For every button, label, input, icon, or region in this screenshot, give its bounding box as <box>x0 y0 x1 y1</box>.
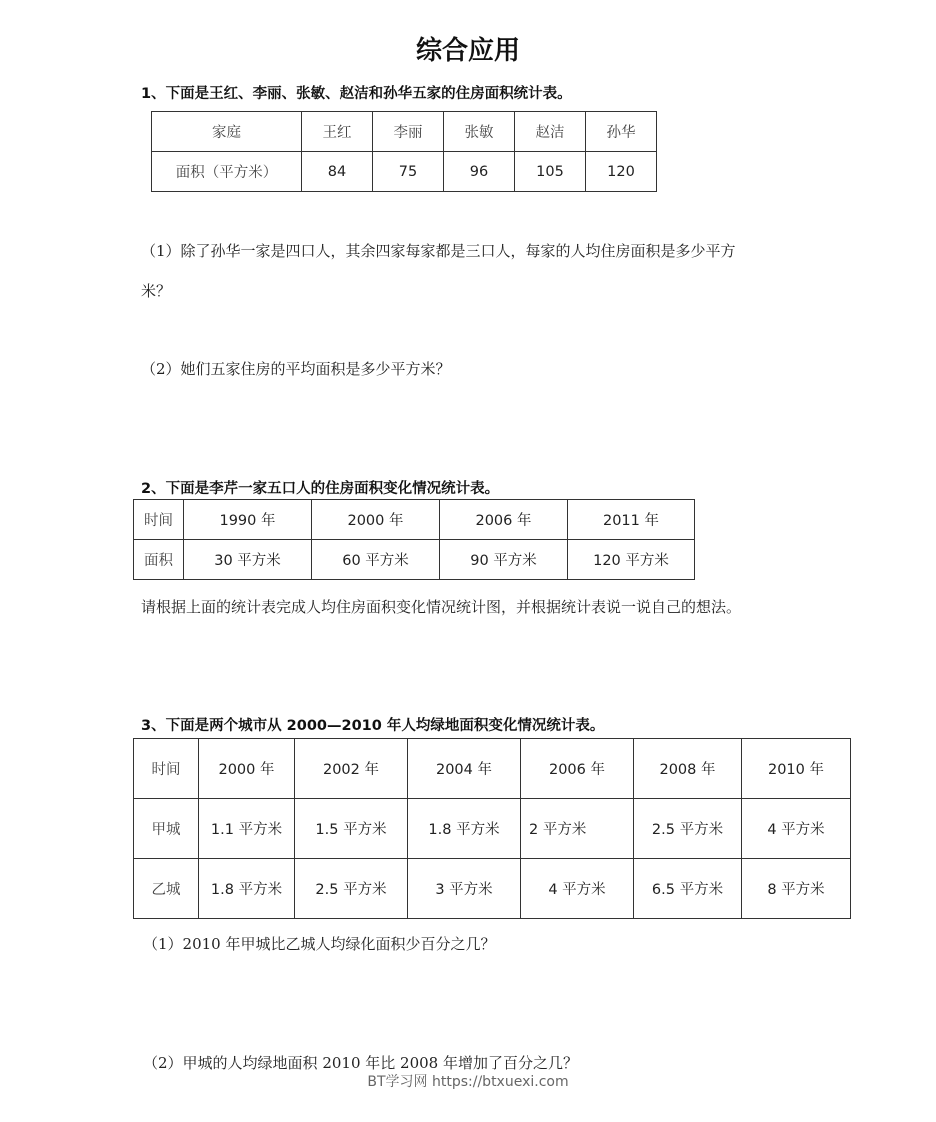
year-cell: 2004 年 <box>408 739 521 799</box>
year-cell: 2000 年 <box>312 500 440 540</box>
page-title: 综合应用 <box>415 36 520 66</box>
city-b-value: 8 平方米 <box>742 859 851 919</box>
question-3-sub-2: （2）甲城的人均绿地面积 2010 年比 2008 年增加了百分之几？ <box>143 1054 578 1072</box>
family-name: 张敏 <box>444 112 515 152</box>
question-3-sub-1: （1）2010 年甲城比乙城人均绿化面积少百分之几？ <box>143 935 496 953</box>
year-cell: 2000 年 <box>199 739 295 799</box>
table-row <box>152 152 657 192</box>
table-row-label: 甲城 <box>134 799 199 859</box>
question-1-sub-1-line-2: 米？ <box>141 282 172 300</box>
table-row-label: 时间 <box>134 500 184 540</box>
table-row-label: 时间 <box>134 739 199 799</box>
city-a-value: 2.5 平方米 <box>634 799 742 859</box>
year-cell: 2002 年 <box>295 739 408 799</box>
family-area-table <box>151 111 657 192</box>
question-1-sub-1-line-1: （1）除了孙华一家是四口人，其余四家每家都是三口人，每家的人均住房面积是多少平方 <box>141 242 736 260</box>
table-row <box>134 500 695 540</box>
city-b-value: 6.5 平方米 <box>634 859 742 919</box>
table-row <box>134 540 695 580</box>
year-cell: 2008 年 <box>634 739 742 799</box>
table-row-label: 面积 <box>134 540 184 580</box>
city-a-value: 2 平方米 <box>521 799 634 859</box>
table-row-label: 乙城 <box>134 859 199 919</box>
city-a-value: 4 平方米 <box>742 799 851 859</box>
question-1-sub-2: （2）她们五家住房的平均面积是多少平方米？ <box>141 360 451 378</box>
watermark: BT学习网 https://btxuexi.com <box>367 1074 569 1090</box>
table-row <box>152 112 657 152</box>
year-cell: 2006 年 <box>440 500 568 540</box>
area-value: 84 <box>302 152 373 192</box>
year-cell: 1990 年 <box>184 500 312 540</box>
family-name: 王红 <box>302 112 373 152</box>
area-value: 105 <box>515 152 586 192</box>
table-row-label: 面积（平方米） <box>152 152 302 192</box>
year-cell: 2010 年 <box>742 739 851 799</box>
green-area-table <box>133 738 851 919</box>
table-row <box>134 739 851 799</box>
family-name: 李丽 <box>373 112 444 152</box>
area-value: 90 平方米 <box>440 540 568 580</box>
area-value: 120 <box>586 152 657 192</box>
area-value: 96 <box>444 152 515 192</box>
year-cell: 2006 年 <box>521 739 634 799</box>
question-3-heading: 3、下面是两个城市从 2000—2010 年人均绿地面积变化情况统计表。 <box>141 718 605 734</box>
city-a-value: 1.8 平方米 <box>408 799 521 859</box>
city-a-value: 1.5 平方米 <box>295 799 408 859</box>
question-2-heading: 2、下面是李芹一家五口人的住房面积变化情况统计表。 <box>141 481 500 497</box>
city-b-value: 2.5 平方米 <box>295 859 408 919</box>
area-value: 120 平方米 <box>568 540 695 580</box>
question-1-heading: 1、下面是王红、李丽、张敏、赵洁和孙华五家的住房面积统计表。 <box>141 86 572 102</box>
table-row <box>134 859 851 919</box>
area-value: 60 平方米 <box>312 540 440 580</box>
question-2-instruction: 请根据上面的统计表完成人均住房面积变化情况统计图，并根据统计表说一说自己的想法。 <box>141 598 742 616</box>
table-header-label: 家庭 <box>152 112 302 152</box>
family-name: 赵洁 <box>515 112 586 152</box>
city-b-value: 3 平方米 <box>408 859 521 919</box>
city-b-value: 1.8 平方米 <box>199 859 295 919</box>
housing-change-table <box>133 499 695 580</box>
year-cell: 2011 年 <box>568 500 695 540</box>
area-value: 30 平方米 <box>184 540 312 580</box>
city-a-value: 1.1 平方米 <box>199 799 295 859</box>
family-name: 孙华 <box>586 112 657 152</box>
area-value: 75 <box>373 152 444 192</box>
city-b-value: 4 平方米 <box>521 859 634 919</box>
table-row <box>134 799 851 859</box>
